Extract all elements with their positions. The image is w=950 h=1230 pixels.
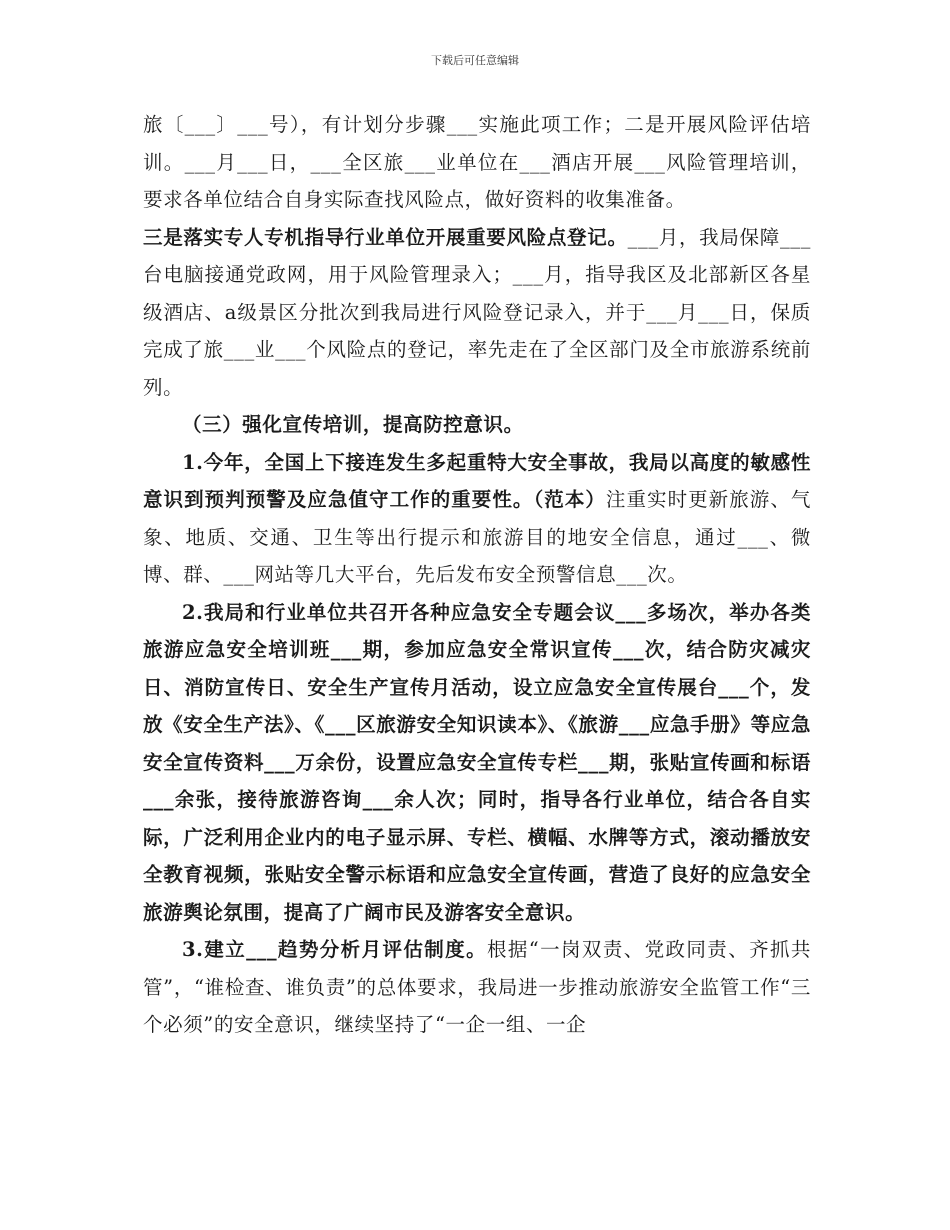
paragraph-6-body: 根据“一岗双责、党政同责、齐抓共管”，“谁检查、谁负责”的总体要求，我局进一步推动旅游安全监管工作“三个必须”的安全意识，继续坚持了“一企一组、一企 [143, 938, 811, 1036]
paragraph-2-heading: 三是落实专人专机指导行业单位开展重要风险点登记。 [143, 225, 628, 249]
paragraph-5: 2.我局和行业单位共召开各种应急安全专题会议___多场次，举办各类旅游应急安全培训班___期，参加应急安全常识宣传___次，结合防灾减灾日、消防宣传日、安全生产宣传月活动，设立应急安全宣传展台___个，发放《安全生产法》、《___区旅游安全知识读本》、《旅游___应急手册》等应急安全宣传资料___万余份，设置应急安全宣传专栏___期，张贴宣传画和标语___余张，接待旅游咨询___余人次；同时，指导各行业单位，结合各自实际，广泛利用企业内的电子显示屏、专栏、横幅、水牌等方式，滚动播放安全教育视频，张贴安全警示标语和应急安全宣传画，营造了良好的应急安全旅游舆论氛围，提高了广阔市民及游客安全意识。 [143, 600, 811, 924]
document-body [143, 106, 811, 1044]
paragraph-4-body: 注重实时更新旅游、气象、地质、交通、卫生等出行提示和旅游目的地安全信息，通过___、微博、群、___网站等几大平台，先后发布安全预警信息___次。 [143, 488, 811, 586]
section-heading-3: （三）强化宣传培训，提高防控意识。 [182, 413, 524, 436]
paragraph-2-body: ___月，我局保障___台电脑接通党政网，用于风险管理录入；___月，指导我区及北部新区各星级酒店、a级景区分批次到我局进行风险登记录入，并于___月___日，保质完成了旅___业___个风险点的登记，率先走在了全区部门及全市旅游系统前列。 [143, 225, 811, 399]
paragraph-6-heading: 3.建立___趋势分析月评估制度。 [182, 938, 487, 961]
paragraph-2 [143, 219, 811, 407]
paragraph-4-heading: 1.今年，全国上下接连发生多起重特大安全事故，我局以高度的敏感性意识到预判预警及应急值守工作的重要性。（范本） [143, 450, 811, 511]
page-header: 下载后可任意编辑 [431, 54, 519, 67]
paragraph-1: 旅〔___〕___号），有计划分步骤___实施此项工作；二是开展风险评估培训。___月___日，___全区旅___业单位在___酒店开展___风险管理培训，要求各单位结合自身实际查找风险点，做好资料的收集准备。 [143, 113, 811, 211]
paragraph-6 [143, 931, 811, 1044]
paragraph-4 [143, 444, 811, 594]
